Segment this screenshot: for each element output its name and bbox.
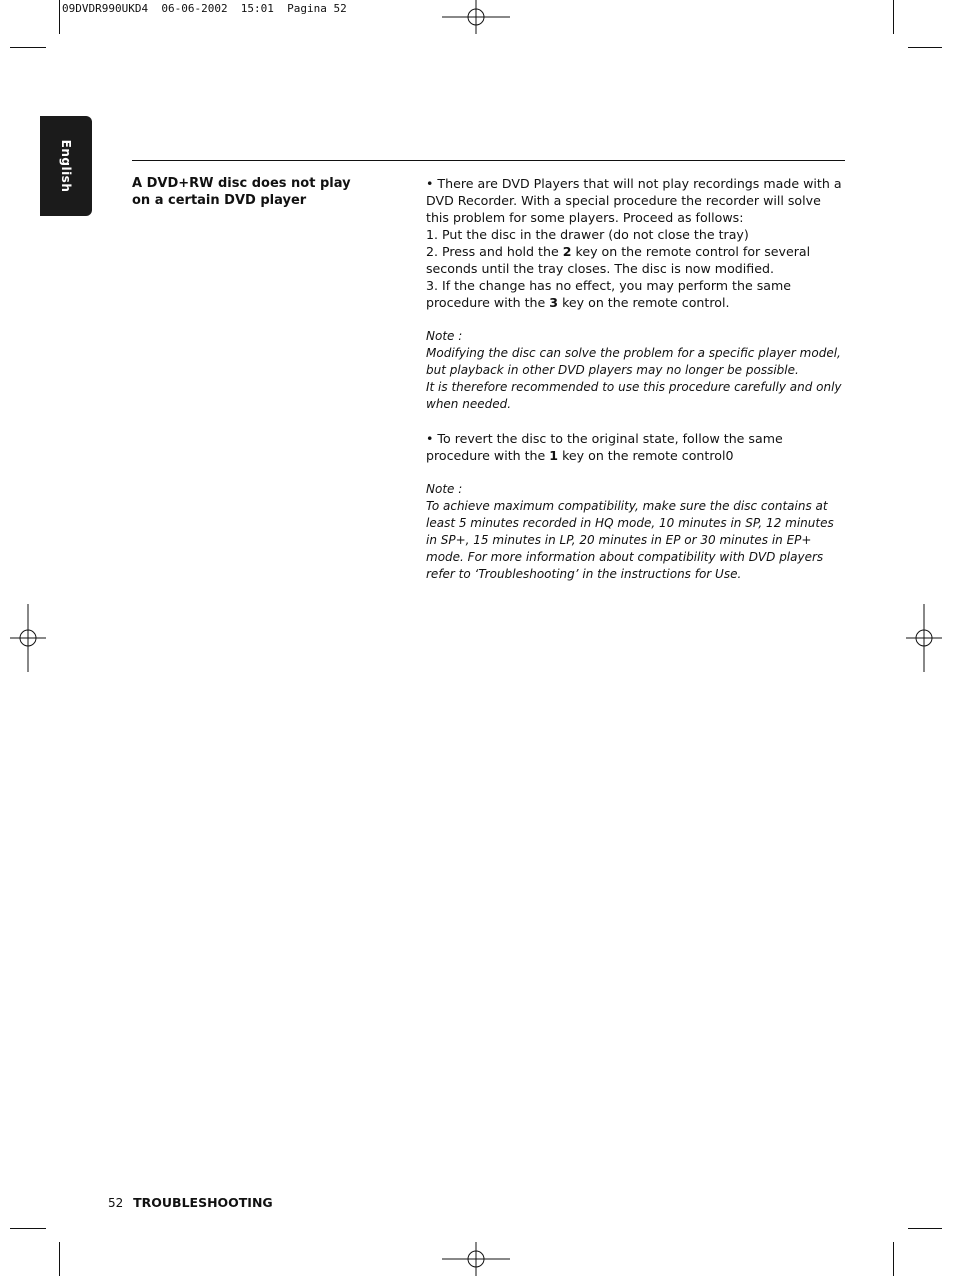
crop-mark bbox=[908, 47, 942, 48]
revert-instruction bbox=[426, 430, 846, 464]
step-text: . Press and hold the bbox=[434, 244, 563, 259]
crop-mark bbox=[893, 1242, 894, 1276]
revert-text: • To revert the disc to the original state, follow the same procedure with the bbox=[426, 431, 783, 463]
key-label: 1 bbox=[549, 448, 559, 463]
step-text: key on the remote control for several seconds until the tray closes. The disc is now modified. bbox=[426, 244, 811, 276]
revert-text: key on the remote control0 bbox=[558, 448, 734, 463]
problem-heading bbox=[132, 175, 402, 209]
section-divider bbox=[132, 160, 845, 161]
note-text: Modifying the disc can solve the problem for a specific player model, but playback in other DVD players may no longer be possible. bbox=[426, 346, 841, 377]
key-label: 2 bbox=[562, 244, 572, 259]
step-3 bbox=[426, 277, 846, 311]
language-tab-label: English bbox=[59, 139, 73, 193]
step-text: . If the change has no effect, you may perform the same procedure with the bbox=[426, 278, 792, 310]
note-text: It is therefore recommended to use this procedure carefully and only when needed. bbox=[426, 380, 842, 411]
step-2 bbox=[426, 243, 846, 277]
step-text: key on the remote control. bbox=[558, 295, 730, 310]
solution-text bbox=[426, 175, 846, 583]
key-label: 3 bbox=[549, 295, 559, 310]
note-text: To achieve maximum compatibility, make sure the disc contains at least 5 minutes recorded in HQ mode, 10 minutes in SP, 12 minutes in SP+, 15 minutes in LP, 20 minutes in EP or 30 minutes in EP+ mode. For more information about compatibility with DVD players refer to ‘Troubleshooting’ in the instructions for Use. bbox=[426, 499, 834, 581]
crop-mark bbox=[893, 0, 894, 34]
step-number: 3 bbox=[426, 278, 435, 293]
language-tab bbox=[40, 116, 92, 216]
registration-mark-icon bbox=[10, 604, 46, 672]
note-label: Note : bbox=[426, 329, 463, 343]
registration-mark-icon bbox=[906, 604, 942, 672]
page-number: 52 bbox=[108, 1196, 124, 1210]
crop-mark bbox=[10, 47, 46, 48]
problem-heading-line: on a certain DVD player bbox=[132, 193, 307, 208]
step-text: . Put the disc in the drawer (do not close the tray) bbox=[434, 227, 749, 242]
step-number: 2 bbox=[426, 244, 435, 259]
crop-mark bbox=[908, 1228, 942, 1229]
page-footer bbox=[108, 1195, 273, 1210]
crop-mark bbox=[59, 1242, 60, 1276]
problem-heading-line: A DVD+RW disc does not play bbox=[132, 176, 351, 191]
step-number: 1 bbox=[426, 227, 435, 242]
registration-mark-icon bbox=[442, 0, 510, 34]
solution-intro: • There are DVD Players that will not play recordings made with a DVD Recorder. With a special procedure the recorder will solve this problem for some players. Proceed as follows: bbox=[426, 176, 842, 225]
step-1 bbox=[426, 226, 846, 243]
print-slug-line: 09DVDR990UKD4 06-06-2002 15:01 Pagina 52 bbox=[62, 2, 347, 15]
section-title: TROUBLESHOOTING bbox=[133, 1195, 273, 1210]
note-label: Note : bbox=[426, 482, 463, 496]
registration-mark-icon bbox=[442, 1242, 510, 1276]
crop-mark bbox=[10, 1228, 46, 1229]
crop-mark bbox=[59, 0, 60, 34]
